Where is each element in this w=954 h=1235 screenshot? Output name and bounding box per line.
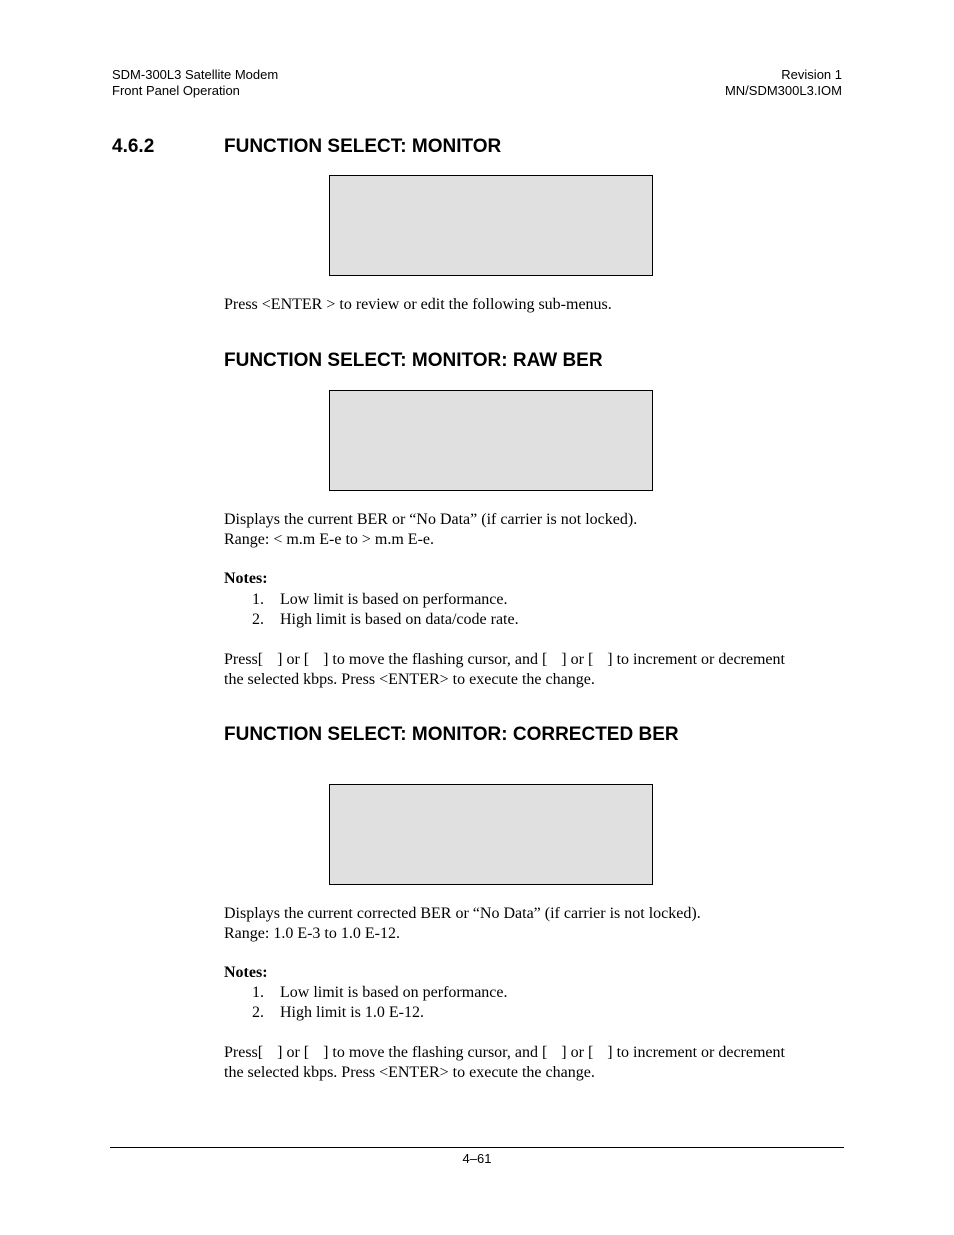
lcd-display-monitor — [329, 175, 653, 276]
footer-rule — [110, 1147, 844, 1148]
corrected-ber-range: Range: 1.0 E-3 to 1.0 E-12. — [224, 925, 400, 942]
corrected-ber-description — [224, 904, 701, 944]
list-item: 1. Low limit is based on performance. — [252, 591, 508, 608]
raw-ber-notes-title: Notes: — [224, 570, 268, 587]
page-header-right — [725, 67, 842, 99]
corrected-ber-desc-line1: Displays the current corrected BER or “No Data” (if carrier is not locked). — [224, 905, 701, 922]
header-revision: Revision 1 — [781, 67, 842, 82]
raw-ber-instructions: Press[ ] or [ ] to move the flashing cursor, and [ ] or [ ] to increment or decrement the selected kbps. Press <ENTER> to execute the change. — [224, 651, 785, 688]
raw-ber-description — [224, 510, 637, 550]
header-chapter-title: Front Panel Operation — [112, 83, 240, 98]
page-number: 4–61 — [462, 1151, 492, 1166]
lcd-display-raw-ber — [329, 390, 653, 491]
header-document-id: MN/SDM300L3.IOM — [724, 83, 842, 98]
corrected-ber-heading: FUNCTION SELECT: MONITOR: CORRECTED BER — [224, 724, 679, 745]
raw-ber-heading: FUNCTION SELECT: MONITOR: RAW BER — [224, 350, 603, 371]
list-item: 1. Low limit is based on performance. — [252, 984, 508, 1001]
list-item: 2. High limit is based on data/code rate. — [252, 610, 519, 628]
corrected-ber-notes-title: Notes: — [224, 964, 268, 981]
raw-ber-desc-line1: Displays the current BER or “No Data” (if carrier is not locked). — [224, 511, 638, 528]
section-intro-text: Press <ENTER > to review or edit the following sub-menus. — [224, 296, 612, 313]
list-item: 2. High limit is 1.0 E-12. — [252, 1003, 424, 1021]
section-title: FUNCTION SELECT: MONITOR — [224, 136, 502, 157]
raw-ber-range: Range: < m.m E-e to > m.m E-e. — [224, 531, 434, 548]
page-header-left — [112, 67, 278, 99]
lcd-display-corrected-ber — [329, 784, 653, 885]
corrected-ber-notes-list — [252, 983, 508, 1022]
header-product-title: SDM-300L3 Satellite Modem — [112, 67, 279, 82]
raw-ber-notes-list — [252, 590, 519, 629]
corrected-ber-instructions: Press[ ] or [ ] to move the flashing cursor, and [ ] or [ ] to increment or decrement the selected kbps. Press <ENTER> to execute the change. — [224, 1044, 785, 1081]
section-number: 4.6.2 — [112, 136, 155, 157]
